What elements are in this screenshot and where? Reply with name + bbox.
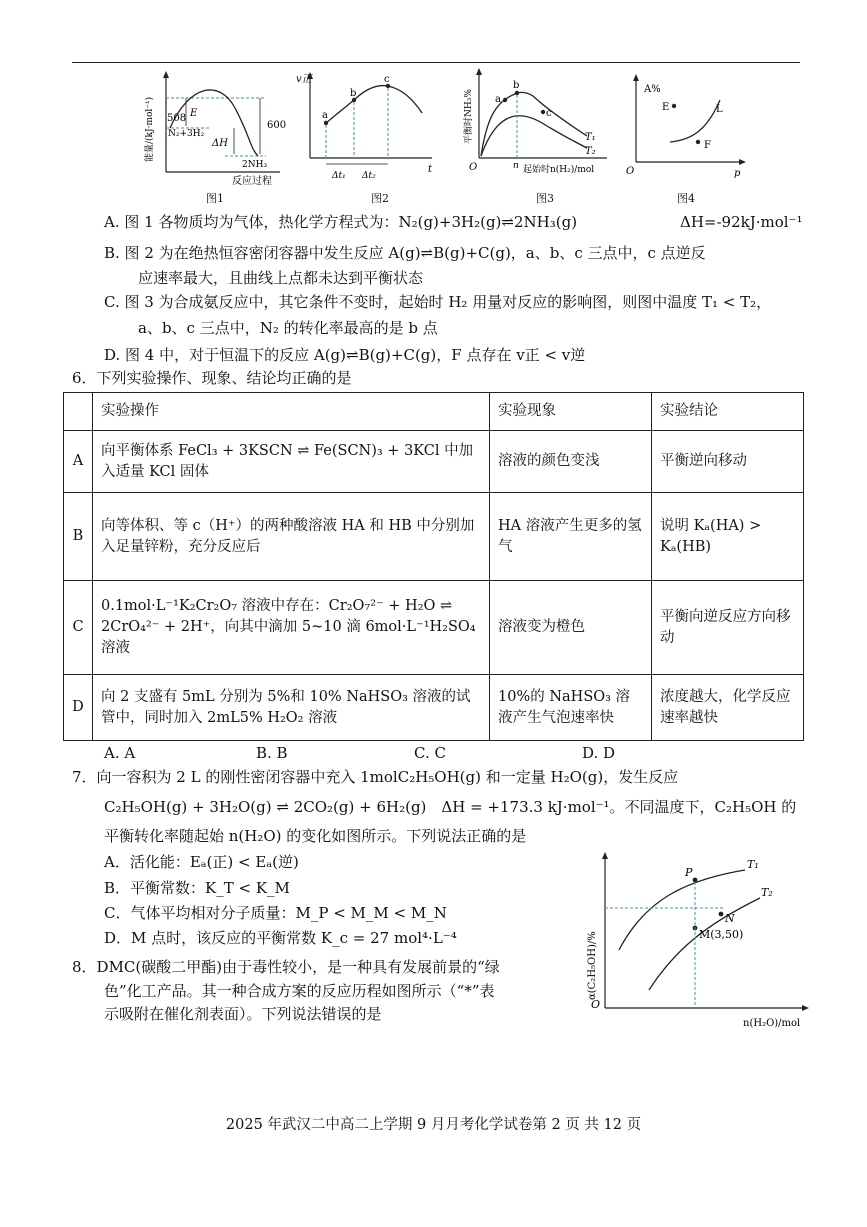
fig1-ylabel: 能量/(kJ·mol⁻¹) [145,96,155,162]
q7-graph-O: O [591,998,601,1011]
figure-3 [457,66,617,188]
q6-header-blank [64,393,93,431]
q6-choice-c: C. C [414,744,446,762]
fig4-p: p [734,168,741,179]
figure-1 [140,68,300,188]
q7-graph-N: N [725,912,735,925]
q5-option-a: A. 图 1 各物质均为气体，热化学方程式为：N₂(g)+3H₂(g)⇌2NH₃(g) [104,213,578,231]
fig4-O: O [626,166,635,177]
fig3-n: n [513,161,519,171]
q7-option-c: C．气体平均相对分子质量：M_P < M_M < M_N [104,904,447,922]
q7-graph [575,850,815,1030]
q7-graph-T1: T₁ [747,858,759,871]
fig1-dH: ΔH [212,138,228,149]
fig2-dt1: Δt₁ [332,171,346,181]
q7-stem-line1: 7．向一容积为 2 L 的刚性密闭容器中充入 1molC₂H₅OH(g) 和一定量 H₂O(g)，发生反应 [72,768,679,786]
q6-header-op: 实验操作 [93,393,490,431]
q6-header-concl: 实验结论 [652,393,804,431]
q6-row-phen: 10%的 NaHSO₃ 溶液产生气泡速率快 [490,675,652,741]
q7-graph-T2: T₂ [761,886,773,899]
q6-choice-a: A. A [104,744,136,762]
fig2-b: b [350,88,357,99]
q5-option-b: B. 图 2 为在绝热恒容密闭容器中发生反应 A(g)⇌B(g)+C(g)，a、b、c 三点中，c 点逆反 [104,244,706,262]
fig1-xlabel: 反应过程 [232,176,272,187]
fig4-E: E [662,102,670,113]
fig3-T1: T₁ [585,132,596,143]
fig4-L: L [716,104,723,115]
q7-graph-M: M(3,50) [699,928,744,941]
q7-stem-line3: 平衡转化率随起始 n(H₂O) 的变化如图所示。下列说法正确的是 [104,827,527,845]
q5-option-d: D. 图 4 中，对于恒温下的反应 A(g)⇌B(g)+C(g)，F 点存在 v正 < v逆 [104,346,586,364]
fig2-dt2: Δt₂ [362,171,376,181]
q6-header-phen: 实验现象 [490,393,652,431]
fig4-F: F [704,140,711,151]
q7-graph-ylabel: α(C₂H₅OH)/% [587,931,598,1000]
q6-row-phen: 溶液变为橙色 [490,581,652,675]
fig3-xlabel: 起始时n(H₂)/mol [523,165,595,175]
top-rule [72,62,800,63]
q6-row-label: D [64,675,93,741]
fig1-caption: 图1 [206,192,224,205]
q7-stem-line2: C₂H₅OH(g) + 3H₂O(g) ⇌ 2CO₂(g) + 6H₂(g) ΔH = +173.3 kJ·mol⁻¹。不同温度下，C₂H₅OH 的 [104,798,797,816]
fig1-600: 600 [267,120,287,131]
q6-row-concl: 说明 Kₐ(HA) > Kₐ(HB) [652,493,804,581]
q6-stem: 6．下列实验操作、现象、结论均正确的是 [72,369,352,387]
fig2-caption: 图2 [371,192,389,205]
q5-option-b-cont: 应速率最大，且曲线上点都未达到平衡状态 [138,269,424,287]
fig2-a: a [322,110,328,121]
fig3-b: b [513,80,520,91]
q7-option-d: D．M 点时，该反应的平衡常数 K_c = 27 mol⁴·L⁻⁴ [104,929,457,947]
q6-row-concl: 平衡向逆反应方向移动 [652,581,804,675]
fig1-prod: 2NH₃ [242,160,268,170]
fig4-ylabel: A% [644,84,661,95]
q6-row-phen: HA 溶液产生更多的氢气 [490,493,652,581]
q8-line3: 示吸附在催化剂表面）。下列说法错误的是 [104,1005,382,1023]
q5-option-a-dh: ΔH=-92kJ·mol⁻¹ [680,213,803,231]
fig2-ylabel: v正 [296,74,312,85]
fig3-T2: T₂ [585,146,596,157]
fig1-react: N₂+3H₂ [168,129,205,139]
q7-graph-P: P [685,866,693,879]
q6-row-concl: 浓度越大，化学反应速率越快 [652,675,804,741]
fig1-E: E [190,108,198,119]
q5-option-c-cont: a、b、c 三点中，N₂ 的转化率最高的是 b 点 [138,319,438,337]
fig2-t: t [428,164,433,175]
fig2-c: c [384,74,390,85]
q8-line2: 色”化工产品。其一种合成方案的反应历程如图所示（“*”表 [104,982,495,1000]
fig3-caption: 图3 [536,192,554,205]
page-footer: 2025 年武汉二中高二上学期 9 月月考化学试卷第 2 页 共 12 页 [225,1117,642,1133]
q7-option-b: B．平衡常数：K_T < K_M [104,879,290,897]
q6-choice-d: D. D [582,744,616,762]
fig3-c: c [546,108,552,119]
q6-row-label: B [64,493,93,581]
fig3-a: a [495,94,501,105]
q6-table [63,392,804,741]
q6-row-op: 向平衡体系 FeCl₃ + 3KSCN ⇌ Fe(SCN)₃ + 3KCl 中加入适量 KCl 固体 [93,431,490,493]
q6-row-op: 向等体积、等 c（H⁺）的两种酸溶液 HA 和 HB 中分别加入足量锌粉，充分反应后 [93,493,490,581]
q6-choice-b: B. B [256,744,288,762]
q6-row-label: A [64,431,93,493]
figure-2 [292,68,442,188]
q7-graph-xlabel: n(H₂O)/mol [743,1018,801,1029]
q6-row-concl: 平衡逆向移动 [652,431,804,493]
figure-4 [622,70,752,182]
fig3-ylabel: 平衡时NH₃% [464,89,474,144]
q5-option-c: C. 图 3 为合成氨反应中，其它条件不变时，起始时 H₂ 用量对反应的影响图，则图中温度 T₁ < T₂， [104,293,772,311]
fig4-caption: 图4 [677,192,695,205]
q7-option-a: A．活化能：Eₐ(正) < Eₐ(逆) [104,853,299,871]
q6-row-phen: 溶液的颜色变浅 [490,431,652,493]
fig3-O: O [469,162,478,173]
q8-line1: 8．DMC(碳酸二甲酯)由于毒性较小，是一种具有发展前景的“绿 [72,958,500,976]
q6-row-op: 0.1mol·L⁻¹K₂Cr₂O₇ 溶液中存在：Cr₂O₇²⁻ + H₂O ⇌ 2CrO₄²⁻ + 2H⁺，向其中滴加 5~10 滴 6mol·L⁻¹H₂SO₄ 溶液 [93,581,490,675]
fig1-508: 508 [167,113,187,124]
q6-row-op: 向 2 支盛有 5mL 分别为 5%和 10% NaHSO₃ 溶液的试管中，同时加入 2mL5% H₂O₂ 溶液 [93,675,490,741]
q6-row-label: C [64,581,93,675]
